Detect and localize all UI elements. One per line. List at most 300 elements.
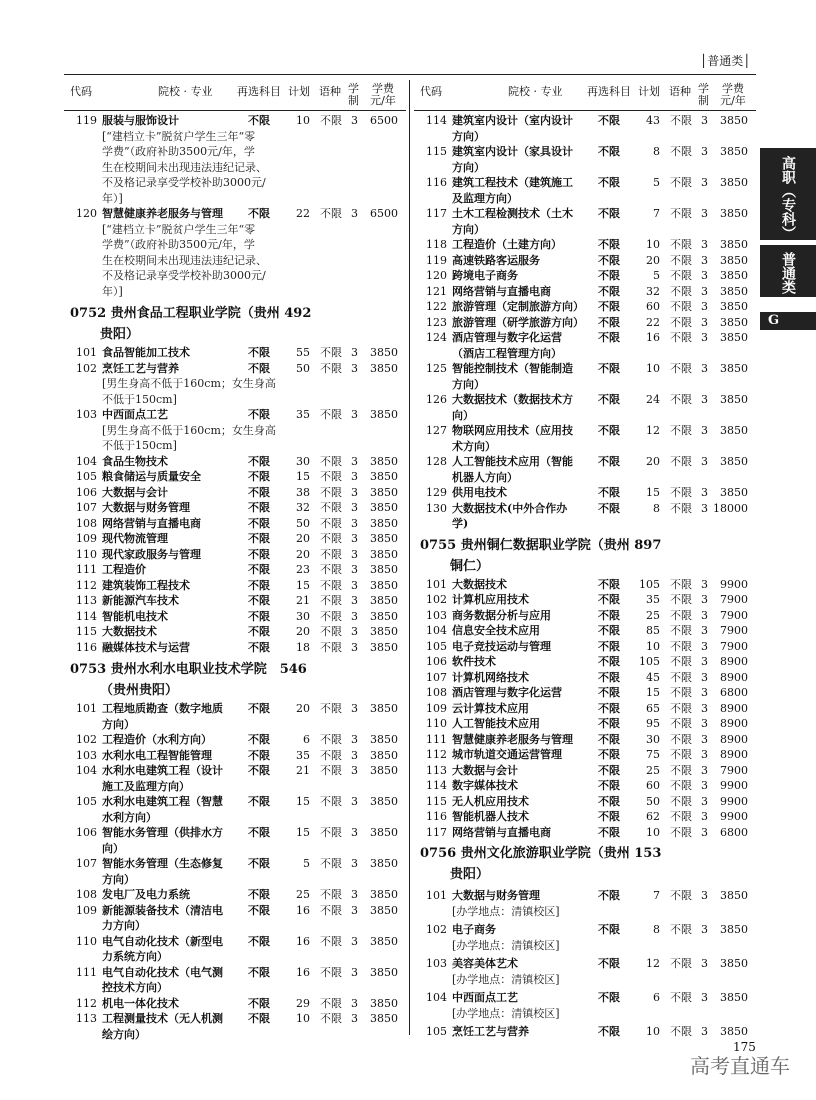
note-line: 学费”（政府补助3500元/年，学 — [102, 145, 255, 158]
row-lang: 不限 — [670, 1025, 692, 1038]
row-years: 3 — [351, 346, 358, 359]
row-lang: 不限 — [670, 763, 692, 777]
row-code: 102 — [426, 593, 447, 606]
row-lang: 不限 — [670, 207, 692, 220]
row-code: 120 — [426, 269, 447, 282]
table-row — [414, 268, 756, 284]
row-plan: 43 — [646, 114, 660, 127]
major-name: 现代家政服务与管理 — [102, 547, 201, 561]
row-lang: 不限 — [320, 826, 342, 839]
school-heading — [420, 843, 756, 885]
table-row — [414, 794, 756, 810]
major-name: 智能控制技术（智能制造 — [452, 362, 573, 375]
row-years: 3 — [701, 701, 708, 715]
table-row — [64, 965, 406, 996]
row-fee: 3850 — [370, 748, 398, 762]
row-lang: 不限 — [670, 501, 692, 515]
row-plan: 38 — [296, 485, 310, 499]
major-name: 大数据技术（数据技术方 — [452, 393, 573, 406]
row-code: 116 — [426, 810, 447, 823]
row-code: 125 — [426, 362, 447, 375]
row-plan: 10 — [646, 1025, 660, 1038]
row-years: 3 — [701, 269, 708, 282]
row-subject: 不限 — [248, 1012, 270, 1025]
row-code: 104 — [76, 764, 97, 777]
row-subject: 不限 — [598, 686, 620, 699]
col-name: 院校 · 专业 — [508, 85, 563, 98]
major-name: 烹饪工艺与营养 — [102, 361, 179, 375]
row-fee: 8900 — [720, 748, 748, 761]
row-code: 109 — [76, 903, 97, 917]
row-name — [102, 531, 252, 547]
major-name: 酒店管理与数字化运营 — [452, 686, 562, 699]
school-name-line2: 贵阳） — [100, 327, 140, 342]
row-code: 112 — [426, 748, 447, 761]
row-lang: 不限 — [670, 284, 692, 298]
row-fee: 3850 — [370, 485, 398, 499]
row-years: 3 — [701, 624, 708, 637]
row-plan: 60 — [646, 779, 660, 792]
row-subject: 不限 — [248, 532, 270, 545]
row-code: 106 — [76, 485, 97, 499]
note-line: [办学地点：清镇校区] — [452, 938, 560, 952]
header-rule-right — [414, 110, 756, 111]
row-fee: 3850 — [370, 594, 398, 607]
major-name-cont: 术方向） — [452, 439, 496, 453]
row-years: 3 — [701, 794, 708, 808]
row-lang: 不限 — [670, 825, 692, 839]
row-plan: 75 — [646, 748, 660, 761]
row-fee: 3850 — [370, 408, 398, 421]
row-lang: 不限 — [670, 701, 692, 715]
row-lang: 不限 — [670, 577, 692, 591]
row-plan: 35 — [646, 593, 660, 606]
row-subject: 不限 — [598, 701, 620, 715]
major-name: 中西面点工艺 — [102, 408, 168, 421]
row-fee: 3850 — [720, 331, 748, 344]
row-years: 3 — [701, 923, 708, 936]
row-lang: 不限 — [320, 408, 342, 421]
row-fee: 3850 — [720, 362, 748, 375]
row-name — [102, 361, 252, 377]
row-name — [102, 454, 252, 470]
school-heading — [70, 303, 406, 345]
row-years: 3 — [351, 454, 358, 468]
major-name: 建筑装饰工程技术 — [102, 578, 190, 592]
row-years: 3 — [351, 547, 358, 561]
row-years: 3 — [351, 625, 358, 638]
row-subject: 不限 — [248, 114, 270, 127]
row-name — [452, 732, 602, 748]
row-fee: 3850 — [720, 455, 748, 468]
row-fee: 8900 — [720, 655, 748, 668]
row-years: 3 — [701, 748, 708, 761]
major-name: 水利水电建筑工程（智慧 — [102, 795, 223, 808]
row-fee: 3850 — [370, 547, 398, 561]
row-code: 110 — [426, 717, 447, 730]
row-fee: 8900 — [720, 701, 748, 715]
major-name: 计算机网络技术 — [452, 670, 529, 684]
row-subject: 不限 — [598, 577, 620, 591]
row-name — [102, 965, 252, 996]
row-plan: 62 — [646, 810, 660, 823]
major-name: 物联网应用技术（应用技 — [452, 424, 573, 437]
row-lang: 不限 — [670, 608, 692, 622]
row-name — [452, 315, 602, 331]
row-lang: 不限 — [320, 609, 342, 623]
row-code: 113 — [76, 594, 97, 607]
table-row — [414, 747, 756, 763]
table-row — [64, 485, 406, 501]
major-name-cont: 机器人方向） — [452, 470, 518, 484]
row-plan: 95 — [646, 717, 660, 730]
row-name — [452, 701, 602, 717]
row-name — [452, 485, 602, 501]
col-subject: 再选科目 — [587, 85, 631, 98]
row-lang: 不限 — [670, 362, 692, 375]
row-subject: 不限 — [598, 207, 620, 220]
row-years: 3 — [351, 609, 358, 623]
row-subject: 不限 — [598, 639, 620, 653]
row-name — [102, 469, 252, 485]
row-subject: 不限 — [598, 794, 620, 808]
row-name — [452, 956, 602, 972]
row-plan: 22 — [296, 207, 310, 220]
row-plan: 12 — [646, 424, 660, 437]
row-plan: 5 — [653, 176, 660, 189]
table-row — [414, 716, 756, 732]
major-name-cont: 力方向） — [102, 919, 146, 932]
row-plan: 16 — [296, 903, 310, 917]
major-name: 人工智能技术应用 — [452, 717, 540, 730]
row-plan: 16 — [296, 934, 310, 948]
row-subject: 不限 — [598, 176, 620, 189]
row-fee: 7900 — [720, 639, 748, 653]
major-name: 大数据技术 — [102, 625, 157, 638]
row-plan: 21 — [296, 594, 310, 607]
row-code: 123 — [426, 315, 447, 329]
row-lang: 不限 — [320, 733, 342, 746]
row-plan: 20 — [296, 547, 310, 561]
row-subject: 不限 — [598, 608, 620, 622]
row-subject: 不限 — [248, 625, 270, 638]
row-plan: 23 — [296, 563, 310, 576]
school-name-line1: 0752 贵州食品工程职业学院（贵州 492 — [70, 306, 312, 321]
row-years: 3 — [701, 284, 708, 298]
row-fee: 3850 — [370, 532, 398, 545]
table-row — [64, 887, 406, 903]
major-name: 工程造价 — [102, 563, 146, 576]
row-fee: 3850 — [720, 145, 748, 158]
row-lang: 不限 — [670, 114, 692, 127]
row-plan: 7 — [653, 207, 660, 220]
note-line: [办学地点：清镇校区] — [452, 972, 560, 986]
table-row — [414, 299, 756, 315]
row-plan: 24 — [646, 393, 660, 406]
row-name — [452, 284, 602, 300]
row-name — [452, 794, 602, 810]
note-line: 生在校期间未出现违法违纪记录、 — [102, 160, 267, 174]
row-plan: 20 — [296, 702, 310, 715]
row-subject: 不限 — [598, 810, 620, 823]
major-name: 大数据技术 — [452, 577, 507, 591]
row-code: 124 — [426, 331, 447, 344]
row-name — [102, 113, 252, 129]
table-row — [414, 485, 756, 501]
major-name: 新能源装备技术（清洁电 — [102, 903, 223, 917]
row-subject: 不限 — [598, 269, 620, 282]
row-subject: 不限 — [598, 114, 620, 127]
row-plan: 16 — [646, 331, 660, 344]
row-subject: 不限 — [598, 331, 620, 344]
row-code: 105 — [426, 639, 447, 653]
row-years: 3 — [701, 889, 708, 902]
table-row — [64, 640, 406, 656]
table-row — [64, 624, 406, 640]
row-code: 101 — [76, 702, 97, 715]
row-years: 3 — [351, 361, 358, 375]
row-subject: 不限 — [248, 578, 270, 592]
note-line: [男生身高不低于160cm；女生身高 — [102, 377, 276, 390]
major-name-cont: 学) — [452, 517, 469, 530]
major-name: 智能水务管理（生态修复 — [102, 857, 223, 870]
row-fee: 3850 — [370, 795, 398, 808]
table-row — [414, 501, 756, 532]
row-fee: 3850 — [720, 486, 748, 499]
row-years: 3 — [701, 639, 708, 653]
row-code: 101 — [426, 577, 447, 591]
row-plan: 16 — [296, 965, 310, 979]
major-name-cont: 水利方向） — [102, 810, 157, 824]
row-code: 128 — [426, 455, 447, 468]
row-name — [452, 623, 602, 639]
row-name — [102, 903, 252, 934]
table-row — [414, 253, 756, 269]
row-fee: 9900 — [720, 577, 748, 591]
table-row — [414, 639, 756, 655]
major-name: 融媒体技术与运营 — [102, 640, 190, 654]
sidebar-type-tab: 普通类 — [760, 245, 816, 297]
row-fee: 6800 — [720, 686, 748, 699]
table-row — [64, 748, 406, 764]
row-years: 3 — [701, 300, 708, 313]
row-name — [102, 794, 252, 825]
row-subject: 不限 — [598, 991, 620, 1004]
table-row — [64, 469, 406, 485]
row-name — [452, 237, 602, 253]
page-number: 175 — [733, 1040, 756, 1054]
row-years: 3 — [701, 957, 708, 970]
major-name: 信息安全技术应用 — [452, 624, 540, 637]
row-lang: 不限 — [670, 253, 692, 267]
row-subject: 不限 — [598, 362, 620, 375]
row-code: 104 — [426, 991, 447, 1004]
major-name: 网络营销与直播电商 — [452, 825, 551, 839]
row-subject: 不限 — [598, 145, 620, 158]
major-name: 食品智能加工技术 — [102, 346, 190, 359]
col-lang: 语种 — [319, 85, 341, 98]
row-name — [102, 500, 252, 516]
row-fee: 9900 — [720, 779, 748, 792]
row-years: 3 — [351, 1012, 358, 1025]
table-row — [414, 809, 756, 825]
row-plan: 7 — [653, 889, 660, 902]
major-name-cont: 方向） — [102, 872, 135, 886]
table-row — [414, 423, 756, 454]
row-lang: 不限 — [320, 594, 342, 607]
row-plan: 8 — [653, 145, 660, 158]
table-row — [414, 732, 756, 748]
row-fee: 3850 — [720, 424, 748, 437]
row-code: 102 — [76, 361, 97, 375]
row-plan: 6 — [303, 733, 310, 746]
row-lang: 不限 — [670, 670, 692, 684]
row-lang: 不限 — [670, 889, 692, 902]
row-code: 103 — [426, 957, 447, 970]
note-line: [“建档立卡”脱贫户学生三年“零 — [102, 129, 256, 143]
major-name: 新能源汽车技术 — [102, 594, 179, 607]
row-code: 115 — [426, 145, 447, 158]
row-subject: 不限 — [248, 764, 270, 777]
row-subject: 不限 — [598, 315, 620, 329]
major-name: 建筑室内设计（家具设计 — [452, 145, 573, 158]
row-years: 3 — [701, 686, 708, 699]
row-plan: 30 — [646, 732, 660, 746]
row-code: 127 — [426, 424, 447, 437]
row-code: 116 — [426, 176, 447, 189]
row-code: 107 — [76, 857, 97, 870]
row-years: 3 — [351, 903, 358, 917]
row-plan: 8 — [653, 501, 660, 515]
row-lang: 不限 — [320, 485, 342, 499]
row-lang: 不限 — [320, 625, 342, 638]
row-plan: 45 — [646, 670, 660, 684]
table-row — [64, 903, 406, 934]
major-name: 大数据技术(中外合作办 — [452, 501, 568, 515]
note-line: 不低于150cm] — [102, 392, 177, 406]
major-name-cont: 控技术方向） — [102, 981, 168, 994]
row-code: 108 — [76, 516, 97, 530]
row-subject: 不限 — [248, 748, 270, 762]
row-lang: 不限 — [320, 640, 342, 654]
row-lang: 不限 — [670, 145, 692, 158]
row-name — [102, 640, 252, 656]
table-row — [64, 531, 406, 547]
major-name-cont: 施工及监理方向） — [102, 779, 190, 793]
row-plan: 30 — [296, 609, 310, 623]
row-fee: 3850 — [370, 516, 398, 530]
row-name — [452, 990, 602, 1006]
row-fee: 3850 — [720, 269, 748, 282]
row-code: 111 — [426, 732, 447, 746]
major-name: 智能机电技术 — [102, 609, 168, 623]
note-line: 年）] — [102, 284, 123, 298]
row-name — [452, 577, 602, 593]
row-subject: 不限 — [248, 795, 270, 808]
major-name: 云计算技术应用 — [452, 701, 529, 715]
major-name-cont: （酒店工程管理方向） — [452, 346, 562, 360]
row-name — [452, 888, 602, 904]
major-name: 大数据与会计 — [102, 485, 168, 499]
row-fee: 3850 — [370, 346, 398, 359]
row-code: 103 — [76, 408, 97, 421]
table-row — [64, 593, 406, 609]
row-lang: 不限 — [670, 748, 692, 761]
row-lang: 不限 — [670, 794, 692, 808]
row-code: 117 — [426, 825, 447, 839]
major-name: 智慧健康养老服务与管理 — [102, 207, 223, 220]
major-name: 大数据与财务管理 — [452, 889, 540, 902]
row-plan: 15 — [646, 686, 660, 699]
row-plan: 10 — [296, 114, 310, 127]
row-subject: 不限 — [248, 470, 270, 483]
row-plan: 5 — [303, 857, 310, 870]
table-row — [414, 1024, 756, 1040]
major-name: 旅游管理（定制旅游方向） — [452, 300, 584, 313]
row-subject: 不限 — [248, 702, 270, 715]
row-name — [452, 423, 602, 454]
major-name: 工程造价（水利方向） — [102, 733, 212, 746]
row-subject: 不限 — [598, 284, 620, 298]
sidebar-letter-tab: G — [760, 312, 816, 330]
note-line: 学费”（政府补助3500元/年，学 — [102, 238, 255, 251]
table-row — [414, 175, 756, 206]
row-fee: 3850 — [370, 563, 398, 576]
row-plan: 5 — [653, 269, 660, 282]
row-plan: 15 — [296, 578, 310, 592]
major-name: 大数据与会计 — [452, 763, 518, 777]
row-subject: 不限 — [598, 300, 620, 313]
row-name — [102, 593, 252, 609]
major-name: 机电一体化技术 — [102, 996, 179, 1010]
row-years: 3 — [351, 114, 358, 127]
row-plan: 32 — [296, 501, 310, 514]
row-name — [452, 268, 602, 284]
row-fee: 3850 — [720, 889, 748, 902]
row-code: 114 — [426, 114, 447, 127]
row-code: 112 — [76, 996, 97, 1010]
table-row — [64, 1011, 406, 1042]
row-years: 3 — [351, 764, 358, 777]
top-rule — [64, 74, 756, 75]
row-fee: 3850 — [370, 609, 398, 623]
row-subject: 不限 — [248, 547, 270, 561]
row-code: 111 — [76, 563, 97, 576]
row-code: 109 — [426, 701, 447, 715]
row-code: 107 — [76, 501, 97, 514]
school-name-line2: 贵阳） — [450, 867, 490, 882]
row-name — [102, 934, 252, 965]
row-plan: 20 — [296, 532, 310, 545]
major-name: 建筑工程技术（建筑施工 — [452, 176, 573, 189]
row-name — [452, 175, 602, 206]
table-row — [414, 592, 756, 608]
row-subject: 不限 — [248, 454, 270, 468]
row-name — [452, 825, 602, 841]
row-plan: 50 — [296, 516, 310, 530]
table-row — [414, 577, 756, 593]
major-name: 数字媒体技术 — [452, 779, 518, 792]
row-name — [102, 856, 252, 887]
row-subject: 不限 — [598, 889, 620, 902]
major-name: 智慧健康养老服务与管理 — [452, 732, 573, 746]
row-fee: 3850 — [720, 1025, 748, 1038]
note-line: [男生身高不低于160cm；女生身高 — [102, 423, 276, 437]
row-code: 107 — [426, 670, 447, 684]
major-name: 软件技术 — [452, 655, 496, 668]
row-name — [102, 407, 252, 423]
row-lang: 不限 — [670, 779, 692, 792]
